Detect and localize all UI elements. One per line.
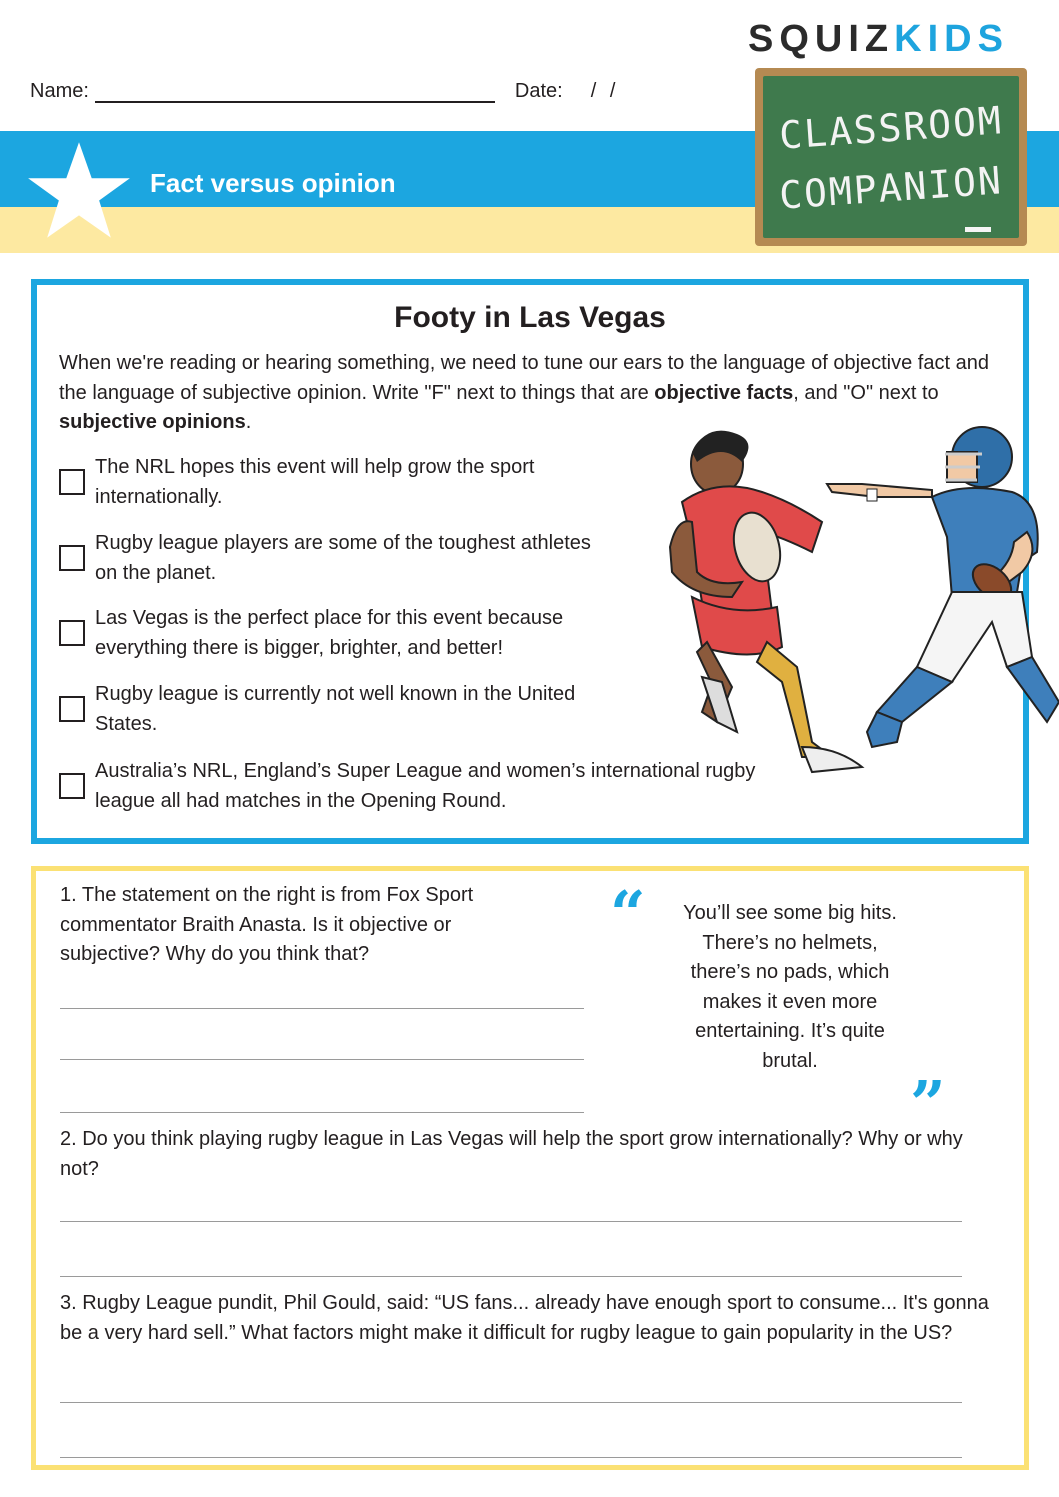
activity-title: Footy in Las Vegas bbox=[394, 301, 666, 334]
chalkboard-line-1: CLASSROOM bbox=[777, 98, 1005, 158]
answer-line[interactable] bbox=[60, 1402, 962, 1403]
logo-text-squiz: SQUIZ bbox=[748, 18, 895, 60]
chalkboard-line-2: COMPANION bbox=[777, 158, 1005, 218]
chalk-icon bbox=[965, 227, 991, 232]
quote-close-icon: ” bbox=[910, 1067, 946, 1140]
name-field[interactable] bbox=[95, 81, 495, 103]
commentator-quote: You’ll see some big hits. There’s no helmets, there’s no pads, which makes it even more entertaining. It’s quite brutal. bbox=[683, 902, 897, 1072]
answer-line[interactable] bbox=[60, 1276, 962, 1277]
name-label: Name: bbox=[30, 80, 89, 102]
statement-item bbox=[59, 453, 615, 512]
activity-instructions: When we're reading or hearing something, we need to tune our ears to the language of objective fact and the language of subjective opinion. Write "F" next to things that are objective facts, and "O" next to subjective opinions. bbox=[59, 352, 989, 433]
answer-line[interactable] bbox=[60, 1112, 584, 1113]
name-date-row bbox=[30, 80, 619, 103]
answer-line[interactable] bbox=[60, 1008, 584, 1009]
answer-checkbox[interactable] bbox=[59, 469, 85, 495]
answer-checkbox[interactable] bbox=[59, 545, 85, 571]
question-1: 1. The statement on the right is from Fox Sport commentator Braith Anasta. Is it objective or subjective? Why do you think that? bbox=[60, 884, 474, 965]
statement-text: Rugby league players are some of the toughest athletes on the planet. bbox=[95, 532, 591, 584]
squizkids-logo bbox=[748, 18, 1009, 61]
logo-text-kids: KIDS bbox=[894, 18, 1009, 60]
question-2: 2. Do you think playing rugby league in Las Vegas will help the sport grow internationally? Why or why not? bbox=[60, 1128, 963, 1180]
statement-text: Australia’s NRL, England’s Super League and women’s international rugby league all had matches in the Opening Round. bbox=[95, 760, 756, 812]
statement-text: Las Vegas is the perfect place for this event because everything there is bigger, brighter, and better! bbox=[95, 607, 564, 659]
statement-text: Rugby league is currently not well known in the United States. bbox=[95, 683, 576, 735]
questions-box bbox=[31, 866, 1029, 1470]
statement-item bbox=[59, 680, 615, 739]
classroom-companion-chalkboard bbox=[755, 68, 1027, 246]
quote-open-icon: “ bbox=[610, 877, 646, 950]
answer-line[interactable] bbox=[60, 1221, 962, 1222]
date-field[interactable]: / / bbox=[590, 80, 620, 102]
statement-item bbox=[59, 529, 615, 588]
answer-checkbox[interactable] bbox=[59, 620, 85, 646]
answer-checkbox[interactable] bbox=[59, 696, 85, 722]
answer-line[interactable] bbox=[60, 1059, 584, 1060]
date-label: Date: bbox=[514, 80, 563, 102]
answer-line[interactable] bbox=[60, 1457, 962, 1458]
rugby-player-figure bbox=[670, 431, 862, 772]
rugby-and-football-players-illustration bbox=[662, 422, 1059, 782]
answer-checkbox[interactable] bbox=[59, 773, 85, 799]
star-icon bbox=[26, 140, 132, 242]
american-football-player-figure bbox=[827, 427, 1059, 747]
statement-text: The NRL hopes this event will help grow the sport internationally. bbox=[95, 456, 535, 508]
question-3: 3. Rugby League pundit, Phil Gould, said: “US fans... already have enough sport to consume... It's gonna be a very hard sell.” What factors might make it difficult for rugby league to gain popularity in the US? bbox=[60, 1292, 989, 1344]
topic-title: Fact versus opinion bbox=[150, 168, 396, 198]
statement-item bbox=[59, 604, 615, 663]
